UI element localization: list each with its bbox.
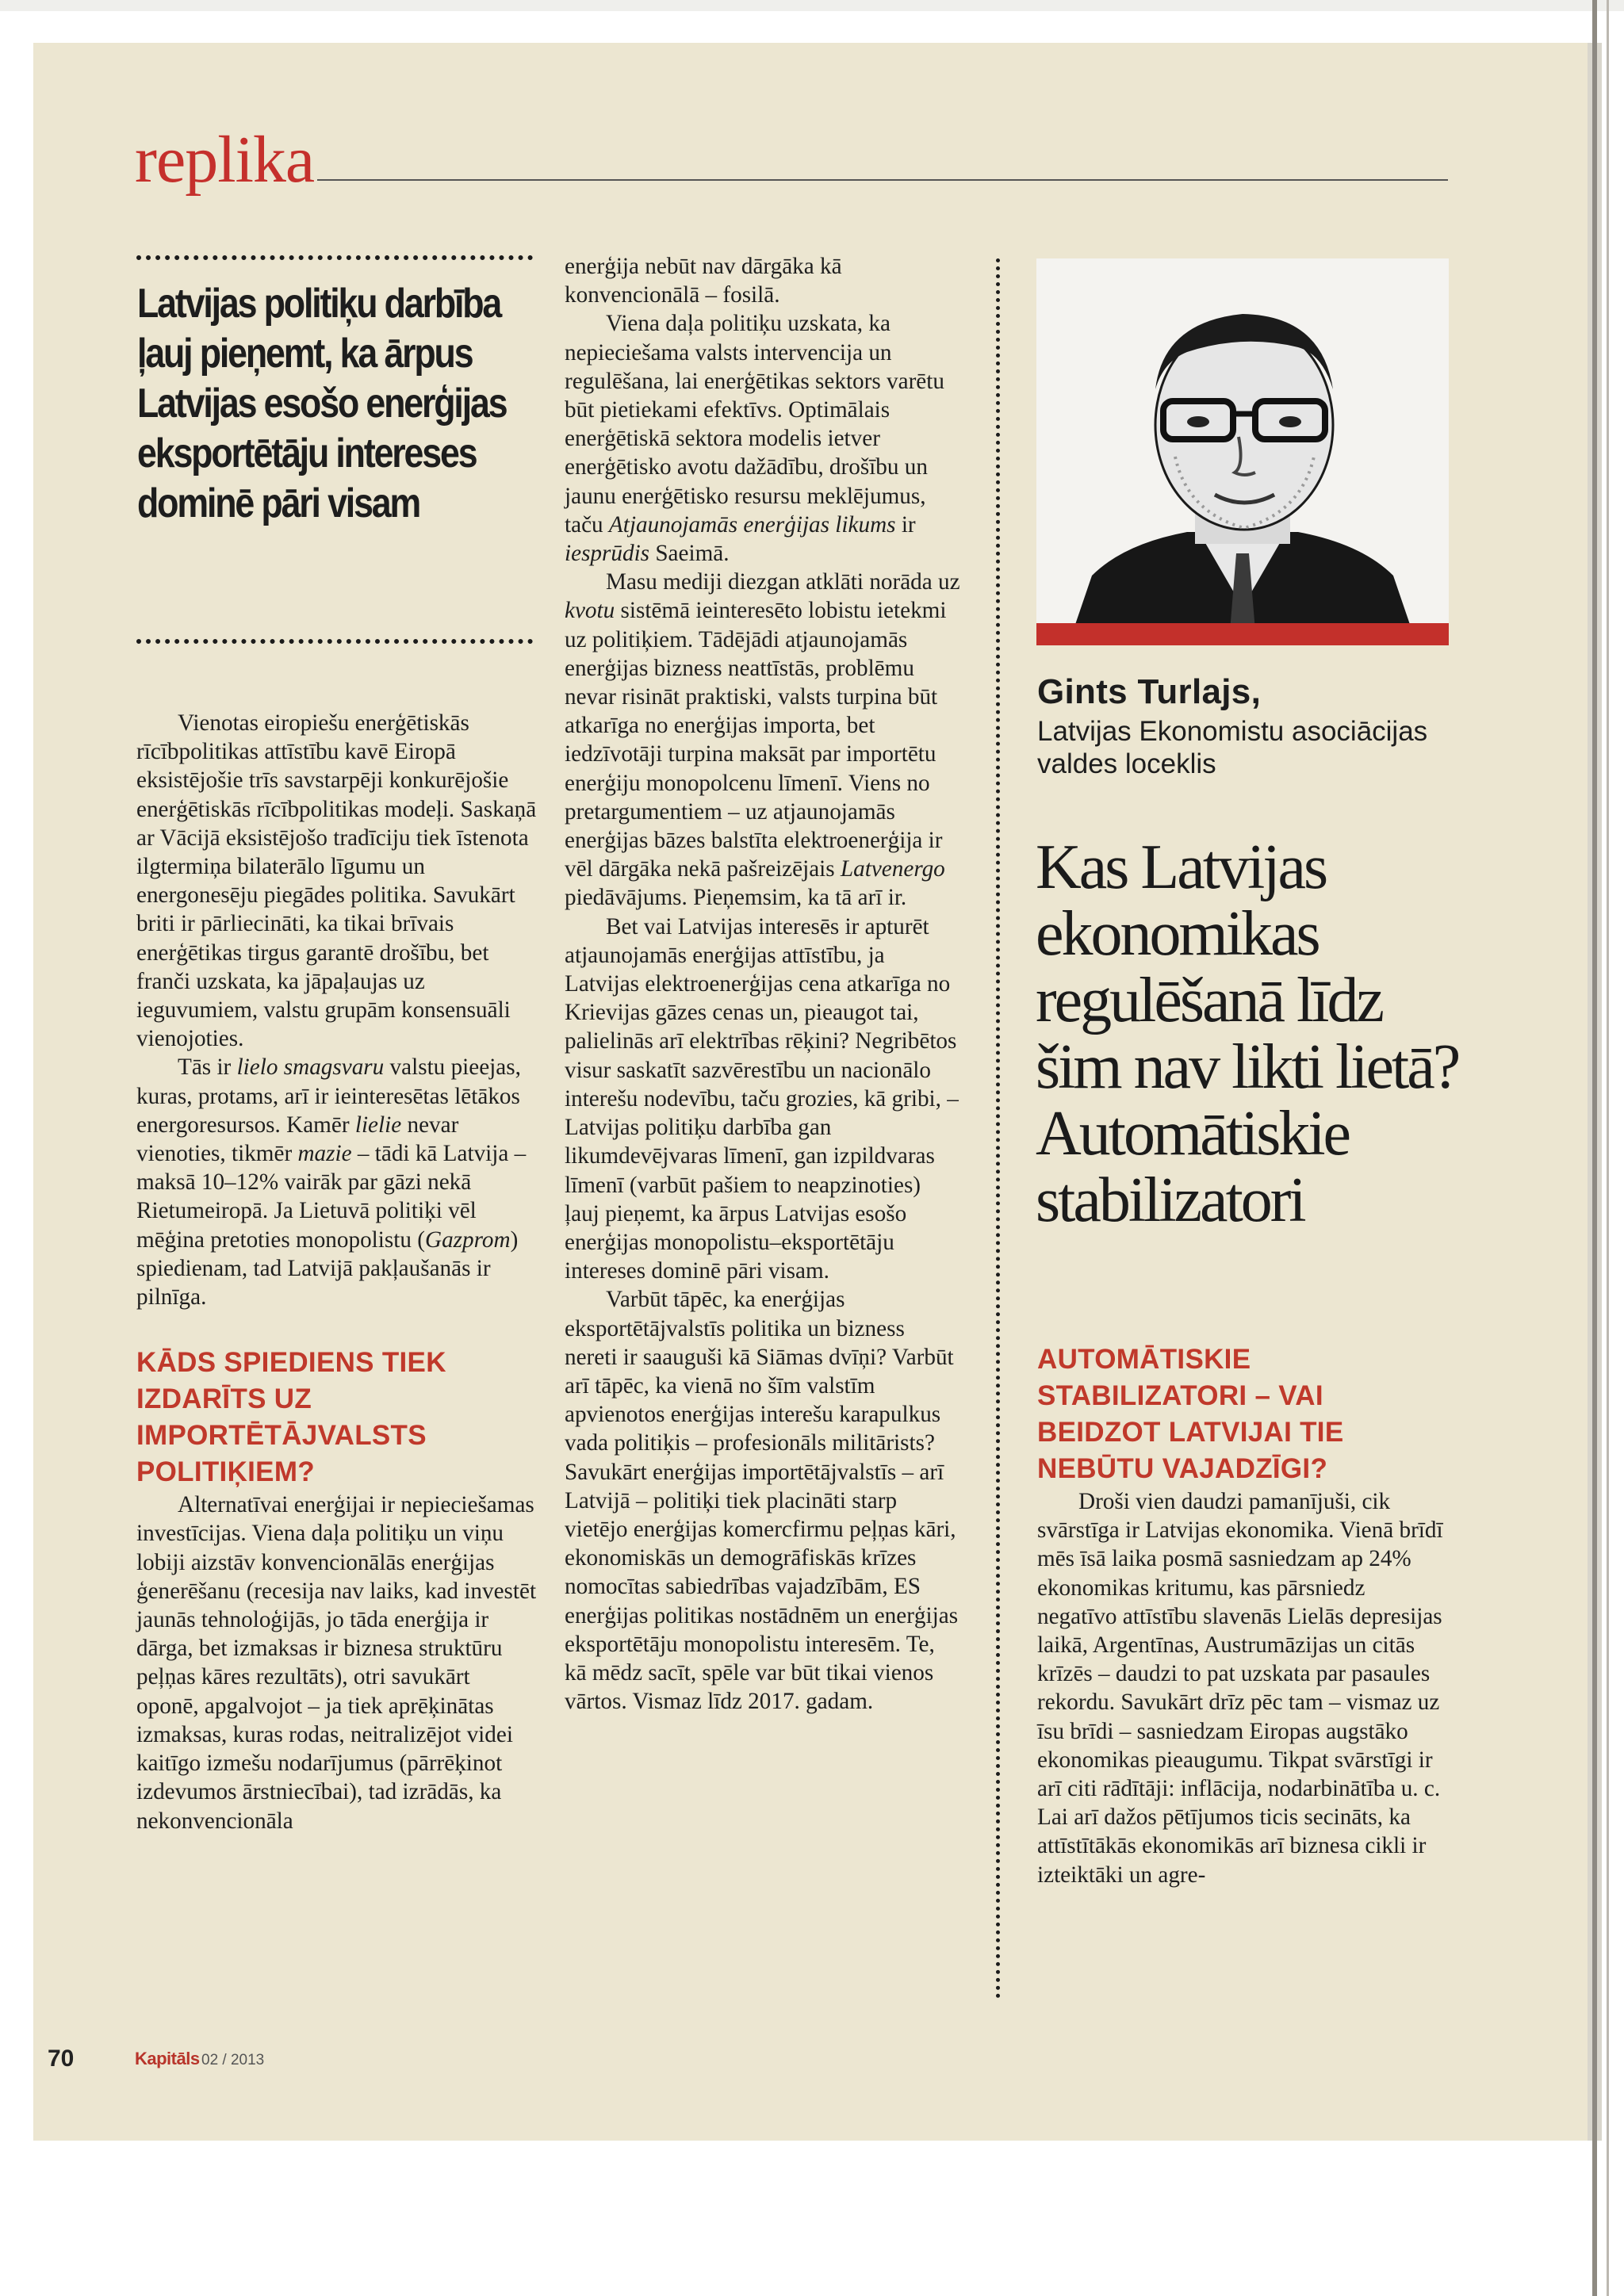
scan-top-edge xyxy=(0,0,1624,11)
column-divider-dotted xyxy=(996,258,1000,1999)
col2-paragraph-5: Varbūt tāpēc, ka enerģijas eksportētājvalstīs politika un bizness nereti ir saauguši kā Siāmas dvīņi? Varbūt arī tāpēc, ka vienā no šīm valstīm apvienotos enerģijas interešu karapulkus vada politiķis – profesionāls militārists? Savukārt enerģijas importētājvalstīs – arī Latvijā – politiķi tiek placināti starp vietējo enerģijas komercfirmu peļņas kāri, ekonomiskās un demogrāfiskās krīzes nomocītas sabiedrības vajadzībām, ES enerģijas politikas nostādnēm un enerģijas eksportētāju monopolistu interesēm. Te, kā mēdz sacīt, spēle var būt tikai vienos vārtos. Vismaz līdz 2017. gadam. xyxy=(565,1287,959,1715)
col2-paragraph-1: enerģija nebūt nav dārgāka kā konvencionālā – fosilā. xyxy=(565,254,842,308)
col3-subheading: AUTOMĀTISKIE STABILIZATORI – VAI BEIDZOT LATVIJAI TIE NEBŪTU VAJADZĪGI? xyxy=(1037,1344,1344,1484)
photo-accent-bar xyxy=(1036,623,1449,645)
headline-bottom-dotted-rule xyxy=(136,639,533,644)
article-headline: Latvijas politiķu darbība ļauj pieņemt, ka ārpus Latvijas esošo enerģijas eksportētāju intereses dominē pāri visam xyxy=(137,281,507,526)
page-number: 70 xyxy=(48,2045,75,2072)
section-rule xyxy=(317,179,1448,181)
binding-line xyxy=(1592,0,1597,2296)
col2-paragraph-3: Masu mediji diezgan atklāti norāda uz kvotu sistēmā ieinteresēto lobistu ietekmi uz politiķiem. Tādējādi atjaunojamās enerģijas bizness neattīstās, problēmu nevar risināt praktiski, valsts turpina būt atkarīga no enerģijas importa, bet iedzīvotāji turpina maksāt par importētu enerģiju monopolcenu līmenī. Viens no pretargumentiem – uz atjaunojamās enerģijas bāzes balstīta elektroenerģija ir vēl dārgāka nekā pašreizējais Latvenergo piedāvājums. Pieņemsim, ka tā arī ir. xyxy=(565,569,960,911)
section-label: replika xyxy=(135,123,315,197)
column-2 xyxy=(565,252,961,1716)
author-name: Gints Turlajs, xyxy=(1037,672,1262,711)
binding-line-secondary xyxy=(1607,0,1609,2296)
issue-label: 02 / 2013 xyxy=(201,2052,265,2068)
col1-subheading: KĀDS SPIEDIENS TIEK IZDARĪTS UZ IMPORTĒTĀJVALSTS POLITIĶIEM? xyxy=(136,1347,446,1488)
column-3 xyxy=(1037,1341,1443,1889)
author-photo xyxy=(1036,258,1449,645)
col2-paragraph-4: Bet vai Latvijas interesēs ir apturēt atjaunojamās enerģijas attīstību, ja Latvijas elektroenerģijas cena atkarīga no Krievijas gāzes cenas un, pieaugot tai, palielinās arī elektrības rēķini? Negribētos visur saskatīt sazvērestību un nacionālo interešu nodevību, taču grozies, kā gribi, – Latvijas politiķu darbība gan likumdevējvaras līmenī, gan izpildvaras līmenī (varbūt pašiem to neapzinoties) ļauj pieņemt, ka ārpus Latvijas esošo enerģijas monopolistu–eksportētāju intereses dominē pāri visam. xyxy=(565,913,959,1284)
magazine-logo: Kapitāls xyxy=(135,2049,200,2068)
col1-paragraph-1: Vienotas eiropiešu enerģētiskās rīcībpolitikas attīstību kavē Eiropā eksistējošie trīs savstarpēji konkurējošie enerģētiskās rīcībpolitikas modeļi. Saskaņā ar Vācijā eksistējošo tradīciju tiek īstenota ilgtermiņa bilaterālo līgumu un energonesēju piegādes politika. Savukārt briti ir pārliecināti, ka tikai brīvais enerģētikas tirgus garantē drošību, bet franči uzskata, ka jāpaļaujas uz ieguvumiem, valstu grupām konsensuāli vienojoties. xyxy=(136,710,537,1052)
sidebar-title: Kas Latvijas ekonomikas regulēšanā līdz šim nav likti lietā? Automātiskie stabilizatori xyxy=(1036,832,1459,1235)
author-role: Latvijas Ekonomistu asociācijas valdes loceklis xyxy=(1037,716,1428,779)
author-portrait-illustration xyxy=(1036,258,1449,645)
headline-top-dotted-rule xyxy=(136,255,533,260)
col3-paragraph-1: Droši vien daudzi pamanījuši, cik svārstīga ir Latvijas ekonomika. Vienā brīdī mēs īsā laika posmā sasniedzam ap 24% ekonomikas kritumu, kas pārsniedz negatīvo attīstību slavenās Lielās depresijas laikā, Argentīnas, Austrumāzijas un citās krīzēs – daudzi to pat uzskata par pasaules rekordu. Savukārt drīz pēc tam – vismaz uz īsu brīdi – sasniedzam Eiropas augstāko ekonomikas pieaugumu. Tikpat svārstīgi ir arī citi rādītāji: inflācija, nodarbinātība u. c. Lai arī dažos pētījumos ticis secināts, ka attīstītākās ekonomikās arī biznesa cikli ir izteiktāki un agre- xyxy=(1037,1489,1443,1888)
col1-paragraph-2: Tās ir lielo smagsvaru valstu pieejas, kuras, protams, arī ir ieinteresētas lētākos energoresursos. Kamēr lielie nevar vienoties, tikmēr mazie – tādi kā Latvija – maksā 10–12% vairāk par gāzi nekā Rietumeiropā. Ja Lietuvā politiķi vēl mēģina pretoties monopolistu (Gazprom) spiedienam, tad Latvijā pakļaušanās ir pilnīga. xyxy=(136,1054,527,1311)
col1-paragraph-3: Alternatīvai enerģijai ir nepieciešamas investīcijas. Viena daļa politiķu un viņu lobiji aizstāv konvencionālās enerģijas ģenerēšanu (recesija nav laiks, kad investēt jaunās tehnoloģijās, jo tāda enerģija ir dārga, bet izmaksas ir biznesa struktūru peļņas kāres rezultāts), otri savukārt oponē, apgalvojot – ja tiek aprēķinātas izmaksas, kuras rodas, neitralizējot videi kaitīgo izmešu nodarījumus (pārrēķinot izdevumos ārstniecībai), tad izrādās, ka nekonvencionāla xyxy=(136,1492,537,1834)
col2-paragraph-2: Viena daļa politiķu uzskata, ka nepieciešama valsts intervencija un regulēšana, lai enerģētikas sektors varētu būt pietiekami efektīvs. Optimālais enerģētiskā sektora modelis ietver enerģētisko avotu dažādību, drošību un jaunu enerģētisko resursu meklējumus, taču Atjaunojamās enerģijas likums ir iesprūdis Saeimā. xyxy=(565,311,944,567)
column-1 xyxy=(136,709,537,1835)
